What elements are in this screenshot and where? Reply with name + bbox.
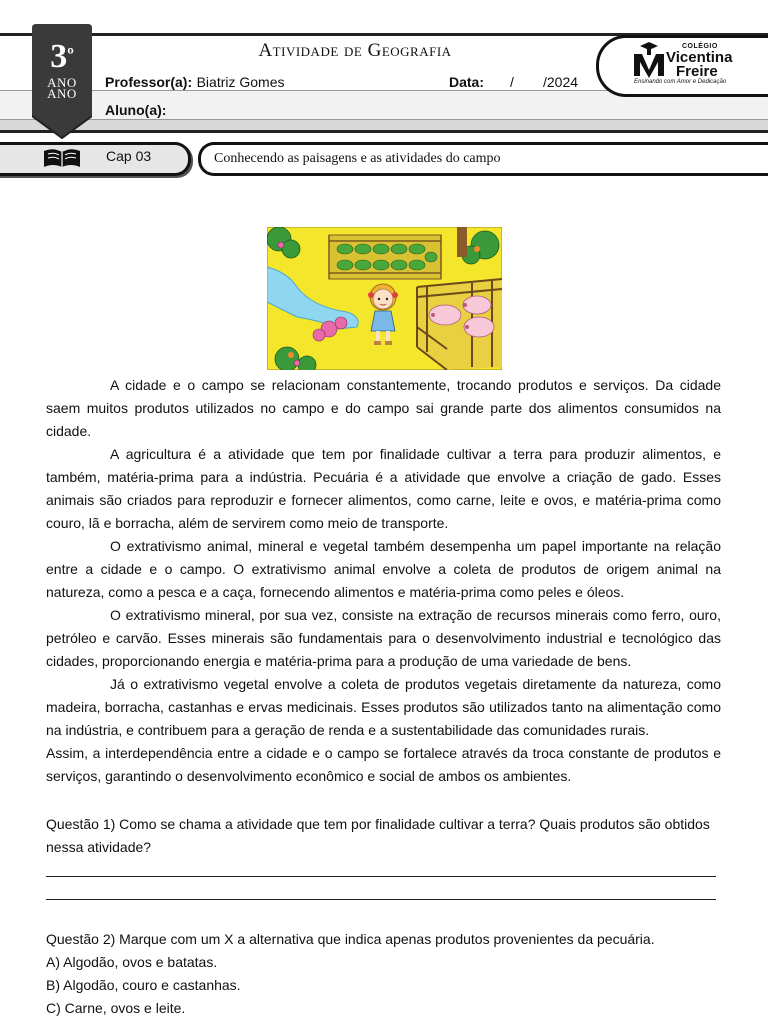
logo-word-vicentina: Vicentina <box>666 49 733 66</box>
question-2: Questão 2) Marque com um X a alternativa que indica apenas produtos provenientes da pecuária. <box>46 931 655 947</box>
grade-word: ANO ANO <box>47 75 77 101</box>
grade-number: $3^º$ <box>50 38 74 75</box>
paragraph-5: Já o extrativismo vegetal envolve a coleta de produtos vegetais diretamente da natureza, como madeira, borracha, castanhas e ervas medicinais. Esses produtos são utilizados tanto na alimentação como na indústria, e contribuem para a geração de renda e a sustentabilidade das comunidades rurais. <box>46 676 721 738</box>
date-slash: / <box>510 74 514 90</box>
option-a[interactable]: A) Algodão, ovos e batatas. <box>46 954 218 970</box>
student-label: Aluno(a): <box>105 102 167 118</box>
paragraph-6: Assim, a interdependência entre a cidade e o campo se fortalece através da troca constante de produtos e serviços, garantindo o desenvolvimento econômico e social de ambos os ambientes. <box>46 745 721 784</box>
logo-word-college: COLÉGIO <box>682 43 718 50</box>
header-bottom-rule <box>0 130 768 133</box>
option-c[interactable]: C) Carne, ovos e leite. <box>46 1000 186 1016</box>
chapter-pill <box>0 142 191 176</box>
chapter-topic: Conhecendo as paisagens e as atividades do campo <box>214 151 501 166</box>
farm-illustration <box>267 227 502 370</box>
teacher-row <box>105 74 285 92</box>
paragraph-4: O extrativismo mineral, por sua vez, consiste na extração de recursos minerais como ferro, ouro, petróleo e carvão. Esses minerais são fundamentais para o desenvolvimento industrial e tecnológico das cidades, proporcionando energia e matéria-prima para a produção de uma variedade de bens. <box>46 607 721 669</box>
paragraph-1: A cidade e o campo se relacionam constantemente, trocando produtos e serviços. Da cidade saem muitos produtos utilizados no campo e do campo sai grande parte dos alimentos consumidos na cidade. <box>46 377 721 439</box>
logo-slogan: Ensinando com Amor e Dedicação <box>634 79 727 85</box>
date-year: /2024 <box>543 74 579 90</box>
school-logo-icon <box>632 40 666 78</box>
page-title: Atividade de Geografia <box>258 40 452 61</box>
header-low-rule <box>0 119 768 120</box>
paragraph-3: O extrativismo animal, mineral e vegetal também desempenha um papel importante na relação entre a cidade e o campo. O extrativismo animal envolve a coleta de produtos de origem animal na natureza, como a pesca e a caça, fornecendo alimentos e matéria-prima como peles e óleos. <box>46 538 721 600</box>
chapter-label: Cap 03 <box>106 148 152 164</box>
teacher-label: Professor(a): <box>105 74 193 90</box>
open-book-icon <box>42 145 82 169</box>
teacher-name: Biatriz Gomes <box>196 74 285 90</box>
option-b[interactable]: B) Algodão, couro e castanhas. <box>46 977 241 993</box>
paragraph-2: A agricultura é a atividade que tem por finalidade cultivar a terra para produzir alimentos, e também, matéria-prima para a indústria. Pecuária é a atividade que envolve a criação de gado. Esses animais são criados para reproduzir e fornecer alimentos, como carne, leite e ovos, e matéria-prima como couro, lã e borracha, além de servirem como meio de transporte. <box>46 446 721 531</box>
answer-line-1[interactable] <box>46 876 716 877</box>
header-shade <box>0 120 768 130</box>
article-body <box>46 374 721 788</box>
answer-line-2[interactable] <box>46 899 716 900</box>
question-1: Questão 1) Como se chama a atividade que tem por finalidade cultivar a terra? Quais produtos são obtidos nessa atividade? <box>46 816 710 855</box>
logo-word-freire: Freire <box>676 63 718 80</box>
date-label: Data: <box>449 74 485 90</box>
